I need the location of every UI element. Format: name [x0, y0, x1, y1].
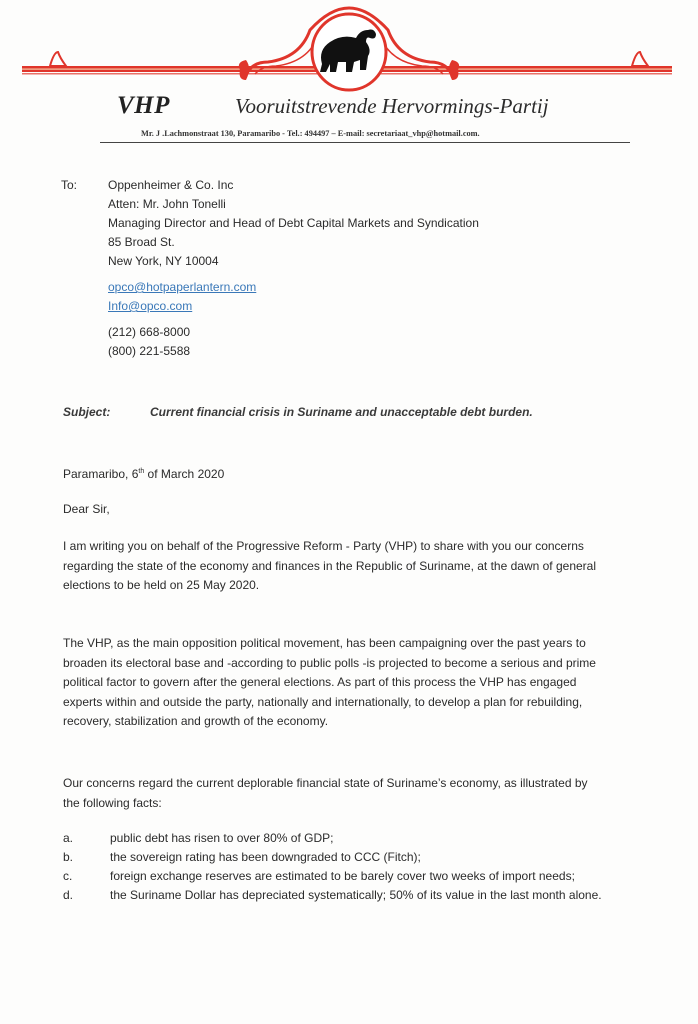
paragraph-line: I am writing you on behalf of the Progressive Reform - Party (VHP) to share with you our concerns	[63, 539, 584, 553]
paragraph-line: political factor to govern after the general elections. As part of this process the VHP has engaged	[63, 675, 577, 689]
list-marker: d.	[63, 888, 74, 902]
recipient-company: Oppenheimer & Co. Inc	[108, 178, 234, 192]
body-paragraph	[63, 634, 683, 732]
recipient-attention: Atten: Mr. John Tonelli	[108, 197, 226, 211]
recipient-title: Managing Director and Head of Debt Capital Markets and Syndication	[108, 216, 479, 230]
recipient-phone: (212) 668-8000	[108, 325, 191, 339]
paragraph-line: The VHP, as the main opposition political movement, has been campaigning over the past years to	[63, 636, 586, 650]
list-item: foreign exchange reserves are estimated to be barely cover two weeks of import needs;	[110, 869, 575, 883]
recipient-street: 85 Broad St.	[108, 235, 175, 249]
date-ordinal: th	[138, 468, 145, 475]
paragraph-line: elections to be held on 25 May 2020.	[63, 578, 260, 592]
salutation: Dear Sir,	[63, 502, 110, 516]
list-marker: b.	[63, 850, 74, 864]
paragraph-line: Our concerns regard the current deplorable financial state of Suriname’s economy, as illustrated by	[63, 776, 588, 790]
subject-label: Subject:	[63, 405, 111, 419]
recipient-email-link[interactable]: Info@opco.com	[108, 299, 193, 313]
party-abbreviation: VHP	[117, 92, 170, 119]
party-full-name: Vooruitstrevende Hervormings-Partij	[235, 94, 549, 118]
date-place: Paramaribo, 6	[63, 467, 139, 481]
list-item: the Suriname Dollar has depreciated systematically; 50% of its value in the last month alone.	[110, 888, 602, 902]
recipient-city: New York, NY 10004	[108, 254, 219, 268]
paragraph-line: experts within and outside the party, nationally and internationally, to develop a plan for rebuilding,	[63, 694, 583, 709]
letterhead-ornament	[0, 0, 698, 95]
recipient-phone: (800) 221-5588	[108, 344, 191, 358]
paragraph-line: broaden its electoral base and -according to public polls -is projected to become a serious and prime	[63, 655, 596, 670]
list-marker: a.	[63, 831, 74, 845]
body-paragraph	[63, 774, 683, 813]
date-rest: of March 2020	[144, 467, 225, 481]
body-paragraph	[63, 537, 683, 596]
list-item: public debt has risen to over 80% of GDP;	[110, 831, 334, 845]
paragraph-line: regarding the state of the economy and finances in the Republic of Suriname, at the dawn of general	[63, 558, 597, 573]
subject-text: Current financial crisis in Suriname and unacceptable debt burden.	[150, 405, 533, 419]
letter-date	[63, 462, 224, 484]
list-item: the sovereign rating has been downgraded to CCC (Fitch);	[110, 850, 421, 864]
paragraph-line: the following facts:	[63, 795, 162, 810]
letterhead-divider	[100, 142, 630, 143]
list-marker: c.	[63, 869, 73, 883]
party-contact-line: Mr. J .Lachmonstraat 130, Paramaribo - Tel.: 494497 – E-mail: secretariaat_vhp@hotmail.com.	[141, 129, 480, 138]
paragraph-line: recovery, stabilization and growth of the economy.	[63, 714, 329, 728]
recipient-email-link[interactable]: opco@hotpaperlantern.com	[108, 280, 257, 294]
recipient-label: To:	[61, 178, 78, 192]
